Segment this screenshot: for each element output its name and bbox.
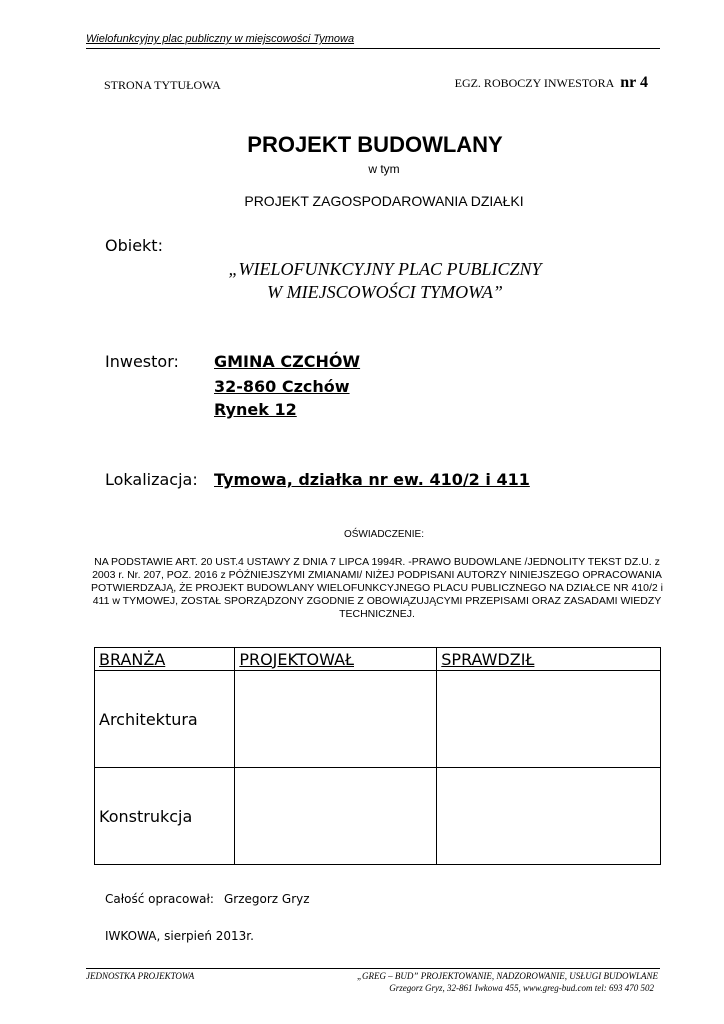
- place-date: IWKOWA, sierpień 2013r.: [105, 929, 254, 943]
- footer-firm-contact: Grzegorz Gryz, 32-861 Iwkowa 455, www.greg-bud.com tel: 693 470 502: [389, 983, 654, 993]
- inwestor-name: GMINA CZCHÓW: [214, 352, 361, 371]
- inwestor-postal: 32-860 Czchów: [214, 377, 350, 396]
- table-row: [95, 671, 661, 768]
- title-sub: w tym: [368, 162, 400, 176]
- header-projektowal: PROJEKTOWAŁ: [235, 648, 437, 671]
- branza-cell: Architektura: [95, 671, 235, 768]
- page-type-label: STRONA TYTUŁOWA: [104, 78, 221, 92]
- projektowal-cell: [235, 671, 437, 768]
- inwestor-street: Rynek 12: [214, 400, 297, 419]
- lokalizacja-value: Tymowa, działka nr ew. 410/2 i 411: [214, 470, 530, 489]
- oswiadczenie-title: OŚWIADCZENIE:: [343, 529, 424, 540]
- prepared-by-label: Całość opracował:: [105, 892, 214, 906]
- title-section: PROJEKT ZAGOSPODAROWANIA DZIAŁKI: [244, 193, 524, 209]
- header-sprawdzil: SPRAWDZIŁ: [437, 648, 661, 671]
- obiekt-name-line2: W MIEJSCOWOŚCI TYMOWA”: [267, 282, 503, 302]
- footer-unit-label: JEDNOSTKA PROJEKTOWA: [86, 971, 195, 981]
- header-branza: BRANŻA: [95, 648, 235, 671]
- footer-firm-name: „GREG – BUD” PROJEKTOWANIE, NADZOROWANIE, USŁUGI BUDOWLANE: [356, 971, 658, 981]
- copy-label: [455, 74, 648, 92]
- inwestor-label: Inwestor:: [105, 352, 179, 371]
- obiekt-name-line1: „WIELOFUNKCYJNY PLAC PUBLICZNY: [228, 259, 542, 279]
- footer-rule: [86, 968, 660, 969]
- sprawdzil-cell: [437, 768, 661, 865]
- obiekt-label: Obiekt:: [105, 236, 163, 255]
- copy-number: nr 4: [620, 74, 648, 91]
- obiekt-name: [160, 258, 610, 304]
- prepared-by: [105, 892, 310, 906]
- running-header: Wielofunkcyjny plac publiczny w miejscowości Tymowa: [86, 33, 355, 45]
- branza-cell: Konstrukcja: [95, 768, 235, 865]
- lokalizacja-label: Lokalizacja:: [105, 470, 198, 489]
- document-title: PROJEKT BUDOWLANY: [247, 132, 503, 157]
- signature-table: [94, 647, 661, 865]
- copy-type: EGZ. ROBOCZY INWESTORA: [454, 76, 615, 90]
- prepared-by-name: Grzegorz Gryz: [223, 892, 310, 906]
- oswiadczenie-text: NA PODSTAWIE ART. 20 UST.4 USTAWY Z DNIA 7 LIPCA 1994R. -PRAWO BUDOWLANE /JEDNOLITY TEKST DZ.U. z 2003 r. Nr. 207, POZ. 2016 z PÓŹNIEJSZYMI ZMIANAMI/ NIŻEJ PODPISANI AUTORZY NINIEJSZEGO OPRACOWANIA POTWIERDZAJĄ, ŻE PROJEKT BUDOWLANY WIELOFUNKCYJNEGO PLACU PUBLICZNEGO NA DZIAŁCE NR 410/2 i 411 w TYMOWEJ, ZOSTAŁ SPORZĄDZONY ZGODNIE Z OBOWIĄZUJĄCYMI PRZEPISAMI ORAZ ZASADAMI WIEDZY TECHNICZNEJ.: [91, 556, 663, 620]
- table-header-row: [95, 648, 661, 671]
- sprawdzil-cell: [437, 671, 661, 768]
- projektowal-cell: [235, 768, 437, 865]
- table-row: [95, 768, 661, 865]
- header-rule: [86, 48, 660, 49]
